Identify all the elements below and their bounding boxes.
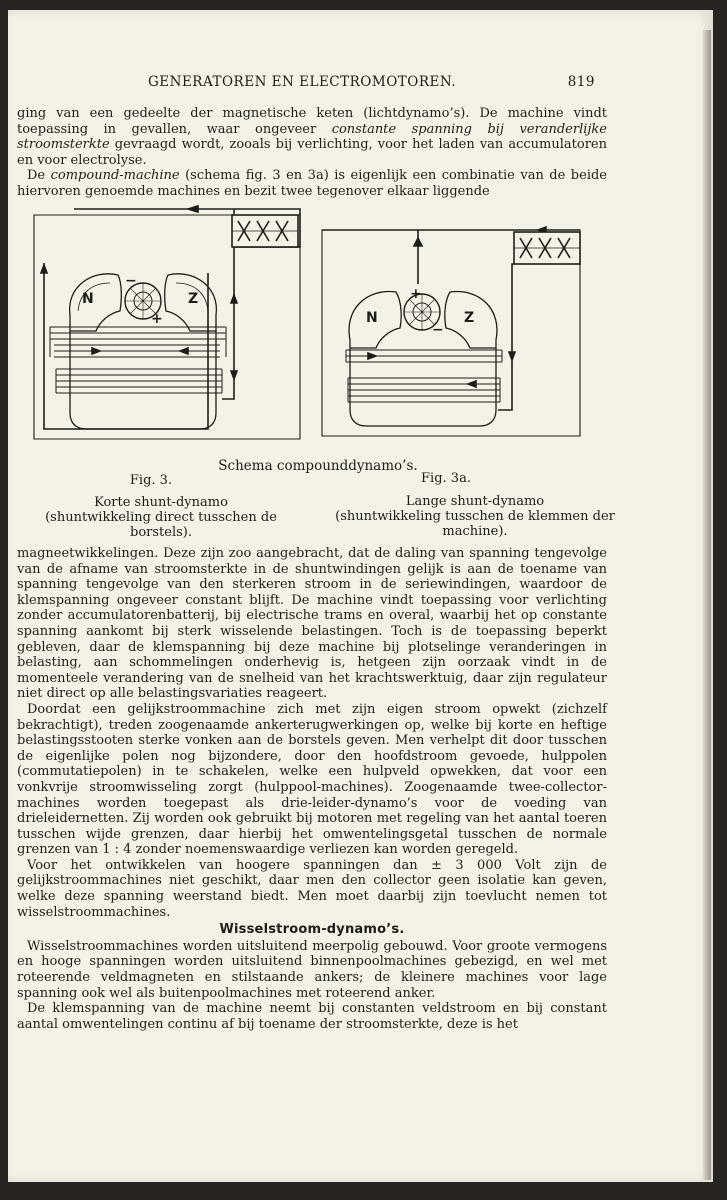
arrow-top	[414, 238, 422, 246]
paragraph-compound	[17, 168, 607, 199]
paragraph-wisselstroommachines: Wisselstroommachines worden uitsluitend meerpolig gebouwd. Voor groote vermogens en hooge spanningen worden uitsluitend binnenpoolmachines gebezigd, en wel met roteerende veldmagneten en stilstaande ankers; de kleinere machines voor lage spanning ook wel als buitenpoolmachines met roteerend anker.	[17, 938, 607, 1001]
page-edge-shadow	[703, 30, 711, 1180]
arrow-winding-left	[92, 348, 100, 354]
fig-3-description: (shuntwikkeling direct tusschen de borstels).	[45, 510, 277, 540]
bottom-text-block	[17, 546, 607, 1032]
pole-z-label: Z	[188, 291, 199, 307]
book-page	[8, 10, 713, 1182]
arrow-top	[188, 206, 198, 212]
arrow-right-up	[231, 295, 237, 303]
arrow-winding-right	[468, 381, 476, 387]
fig-3a-caption	[320, 494, 630, 539]
fig-3a-title: Lange shunt-dynamo	[405, 494, 545, 509]
brush-plus-label: +	[151, 311, 163, 327]
paragraph-magneetwikkelingen: magneetwikkelingen. Deze zijn zoo aangebracht, dat de daling van spanning tengevolge van de afname van stroomsterkte in de shuntwindingen gelijk is aan de toename van spanning tengevolge van den sterkeren stroom in de seriewindingen, waardoor de klemspanning ongeveer constant blijft. De machine vindt toepassing voor verlichting zonder accumulatorenbatterij, bij electrische trams en overal, waarbij het op constante spanning aankomt bij sterk wisselende belastingen. Toch is de toepassing beperkt gebleven, daar de klemspanning bij deze machine bij plotselinge veranderingen in belasting, aan schommelingen onderhevig is, hetgeen zijn oorzaak vindt in de momenteele verandering van de snelheid van het krachtswerktuig, daar zijn regulateur niet direct op alle belastingsvariaties reageert.	[17, 546, 607, 702]
paragraph-ankerterugwerkingen: Doordat een gelijkstroommachine zich met zijn eigen stroom opwekt (zichzelf bekrachtigt), treden zoogenaamde ankerterugwerkingen op, welke bij korte en heftige belastingsstooten sterke vonken aan de borstels geven. Men verhelpt dit door tusschen de eigenlijke polen nog bijzondere, door den hoofdstroom gevoede, hulppolen (commutatiepolen) in te schakelen, welke een hulpveld opwekken, dat voor een vonkvrije stroomwisseling zorgt (hulppool-machines). Zoogenaamde twee-collector-machines worden toegepast als drie-leider-dynamo’s voor de voeding van drieleidernetten. Zij worden ook gebruikt bij motoren met regeling van het aantal toeren tusschen wijde grenzen, daar hierbij het omwentelingsgetal tusschen de normale grenzen van 1 : 4 zonder noemenswaardige verliezen kan worden geregeld.	[17, 701, 607, 858]
fig-3-caption	[30, 495, 292, 540]
magnet-yoke	[70, 331, 216, 429]
text-run: ging van een gedeelte der magnetische keten (lichtdynamo’s). De machine vindt toepassing in gevallen, waar ongeveer	[17, 106, 607, 137]
section-heading: Wisselstroom-dynamo’s.	[219, 922, 405, 938]
brush-minus-label: −	[125, 273, 137, 289]
schema-caption: Schema compounddynamo’s.	[218, 458, 418, 474]
paragraph-klemspanning: De klemspanning van de machine neemt bij constanten veldstroom en bij constant aantal omwentelingen continu af bij toename der stroomsterkte, deze is het	[17, 1001, 607, 1032]
arrow-winding-left	[368, 353, 376, 359]
text-run: (schema fig. 3 en 3a) is eigenlijk een combinatie van de beide hiervoren genoemde machines en bezit twee tegenover elkaar liggende	[17, 168, 607, 199]
top-text-block	[17, 106, 607, 200]
text-run: De	[27, 168, 51, 184]
page-number: 819	[567, 74, 595, 90]
fig-3-label: Fig. 3.	[129, 473, 173, 488]
text-run: gevraagd wordt, zooals bij verlichting, voor het laden van accumulatoren en voor electrolyse.	[17, 137, 607, 168]
pole-n-label: N	[366, 310, 378, 326]
field-windings	[50, 327, 226, 393]
fig-3a-description: (shuntwikkeling tusschen de klemmen der machine).	[335, 509, 615, 539]
fig-3-title: Korte shunt-dynamo	[94, 495, 228, 510]
pole-n-label: N	[82, 291, 94, 307]
running-title: GENERATOREN EN ELECTROMOTOREN.	[148, 74, 457, 90]
brush-minus-label: −	[432, 322, 444, 338]
figure-3a-diagram	[318, 210, 588, 440]
pole-z-label: Z	[464, 310, 475, 326]
pole-n	[70, 274, 122, 331]
arrow-right-down	[509, 352, 515, 360]
paragraph-shunt-continued	[17, 106, 607, 168]
fig-3a-label: Fig. 3a.	[421, 471, 471, 486]
figure-3-diagram	[30, 203, 312, 443]
brush-plus-label: +	[410, 286, 422, 302]
arrow-winding-right	[180, 348, 188, 354]
paragraph-hoogere-spanningen: Voor het ontwikkelen van hoogere spanningen dan ± 3 000 Volt zijn de gelijkstroommachines niet geschikt, daar men den collector geen isolatie kan geven, welke deze spanning weerstand biedt. Men moet daarbij zijn toevlucht nemen tot wisselstroommachines.	[17, 857, 607, 920]
italic-text: constante spanning bij veranderlijke stroomsterkte	[17, 121, 607, 153]
arrow-left	[41, 265, 47, 273]
italic-text: compound-machine	[50, 168, 180, 184]
